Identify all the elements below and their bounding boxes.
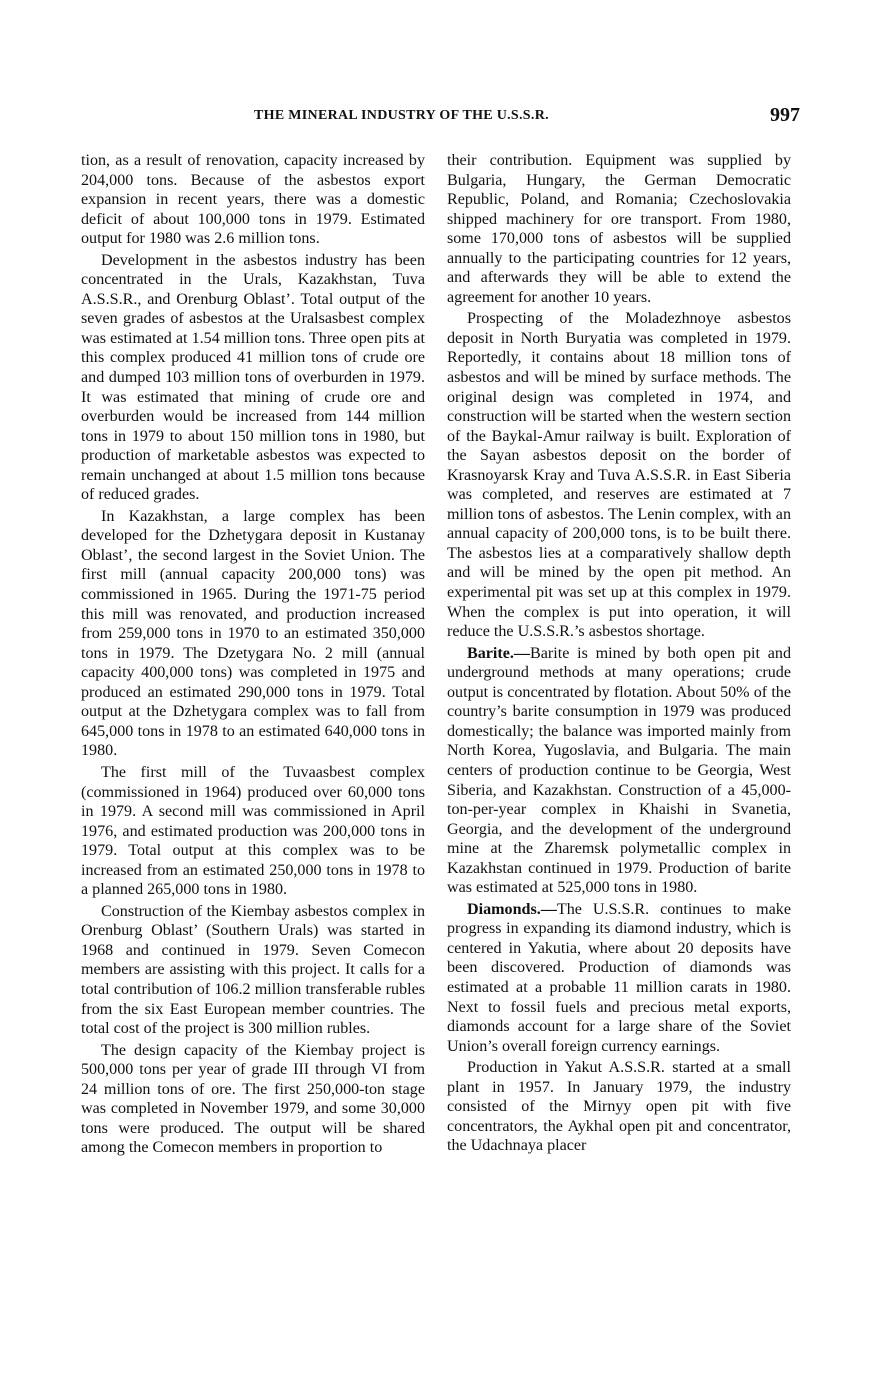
paragraph: Prospecting of the Moladezhnoye asbestos deposit in North Buryatia was completed in 1979. Reportedly, it contains about 18 million tons of asbestos and will be mined by surface methods. The original design was completed in 1974, and construction will be started when the western section of the Baykal-Amur railway is built. Exploration of the Sayan asbestos deposit on the border of Krasnoyarsk Kray and Tuva A.S.S.R. in East Siberia was completed, and reserves are estimated at 7 million tons of asbestos. The Lenin complex, with an annual capacity of 200,000 tons, is to be built there. The asbestos lies at a comparatively shallow depth and will be mined by the open pit method. An experimental pit was set up at this complex in 1979. When the complex is put into operation, it will reduce the U.S.S.R.’s asbestos shortage. [447, 310, 791, 641]
running-title: THE MINERAL INDUSTRY OF THE U.S.S.R. [254, 108, 549, 123]
diamonds-text: The U.S.S.R. continues to make progress in expanding its diamond industry, which is centered in Yakutia, where about 20 deposits have been discovered. Production of diamonds was estimated at a probable 11 million carats in 1980. Next to fossil fuels and precious metal exports, diamonds account for a large share of the Soviet Union’s overall foreign currency earnings. [447, 900, 791, 1055]
paragraph: Production in Yakut A.S.S.R. started at a small plant in 1957. In January 1979, the industry consisted of the Mirnyy open pit with five concentrators, the Aykhal open pit and concentrator, the Udachnaya placer [447, 1059, 791, 1155]
paragraph: The design capacity of the Kiembay project is 500,000 tons per year of grade III through VI from 24 million tons of ore. The first 250,000-ton stage was completed in November 1979, and some 30,000 tons were produced. The output will be shared among the Comecon members in proportion to [81, 1041, 425, 1157]
paragraph: The first mill of the Tuvaasbest complex (commissioned in 1964) produced over 60,000 tons in 1979. A second mill was commissioned in April 1976, and estimated production was 200,000 tons in 1979. Total output at this complex was to be increased from an estimated 250,000 tons in 1978 to a planned 265,000 tons in 1980. [81, 763, 425, 899]
paragraph: tion, as a result of renovation, capacity increased by 204,000 tons. Because of the asbestos export expansion in recent years, there was a domestic deficit of about 100,000 tons in 1979. Estimated output for 1980 was 2.6 million tons. [81, 152, 425, 248]
page-number: 997 [770, 104, 800, 126]
left-column [81, 151, 425, 1158]
diamonds-section [447, 900, 791, 1056]
paragraph: Construction of the Kiembay asbestos complex in Orenburg Oblast’ (Southern Urals) was started in 1968 and continued in 1979. Seven Comecon members are assisting with this project. It calls for a total contribution of 106.2 million transferable rubles from the six East European member countries. The total cost of the project is 300 million rubles. [81, 902, 425, 1038]
section-heading-barite: Barite.— [467, 644, 531, 662]
paragraph: Development in the asbestos industry has been concentrated in the Urals, Kazakhstan, Tuva A.S.S.R., and Orenburg Oblast’. Total output of the seven grades of asbestos at the Uralsasbest complex was estimated at 1.54 million tons. Three open pits at this complex produced 41 million tons of crude ore and dumped 103 million tons of overburden in 1979. It was estimated that mining of crude ore and overburden would be increased from 144 million tons in 1979 to about 150 million tons in 1980, but production of marketable asbestos was expected to remain unchanged at about 1.5 million tons because of reduced grades. [81, 251, 425, 504]
paragraph: In Kazakhstan, a large complex has been developed for the Dzhetygara deposit in Kustanay Oblast’, the second largest in the Soviet Union. The first mill (annual capacity 200,000 tons) was commissioned in 1965. During the 1971-75 period this mill was renovated, and production increased from 259,000 tons in 1970 to an estimated 350,000 tons in 1979. The Dzetygara No. 2 mill (annual capacity 400,000 tons) was completed in 1975 and produced an estimated 290,000 tons in 1979. Total output at the Dzhetygara complex was to fall from 645,000 tons in 1978 to an estimated 640,000 tons in 1980. [81, 507, 425, 760]
barite-section [447, 644, 791, 898]
barite-text: Barite is mined by both open pit and underground methods at many operations; crude output is concentrated by flotation. About 50% of the country’s barite consumption in 1979 was produced domestically; the balance was imported mainly from North Korea, Yugoslavia, and Bulgaria. The main centers of production continue to be Georgia, West Siberia, and Kazakhstan. Construction of a 45,000-ton-per-year complex in Khaishi in Svanetia, Georgia, and the development of the underground mine at the Zharemsk polymetallic complex in Kazakhstan continued in 1979. Production of barite was estimated at 525,000 tons in 1980. [447, 644, 791, 897]
right-column [447, 151, 791, 1156]
section-heading-diamonds: Diamonds.— [467, 900, 557, 918]
paragraph: their contribution. Equipment was supplied by Bulgaria, Hungary, the German Democratic Republic, Poland, and Romania; Czechoslovakia shipped machinery for ore transport. From 1980, some 170,000 tons of asbestos will be supplied annually to the participating countries for 12 years, and afterwards they will be able to extend the agreement for another 10 years. [447, 152, 791, 306]
page-header [82, 104, 800, 134]
